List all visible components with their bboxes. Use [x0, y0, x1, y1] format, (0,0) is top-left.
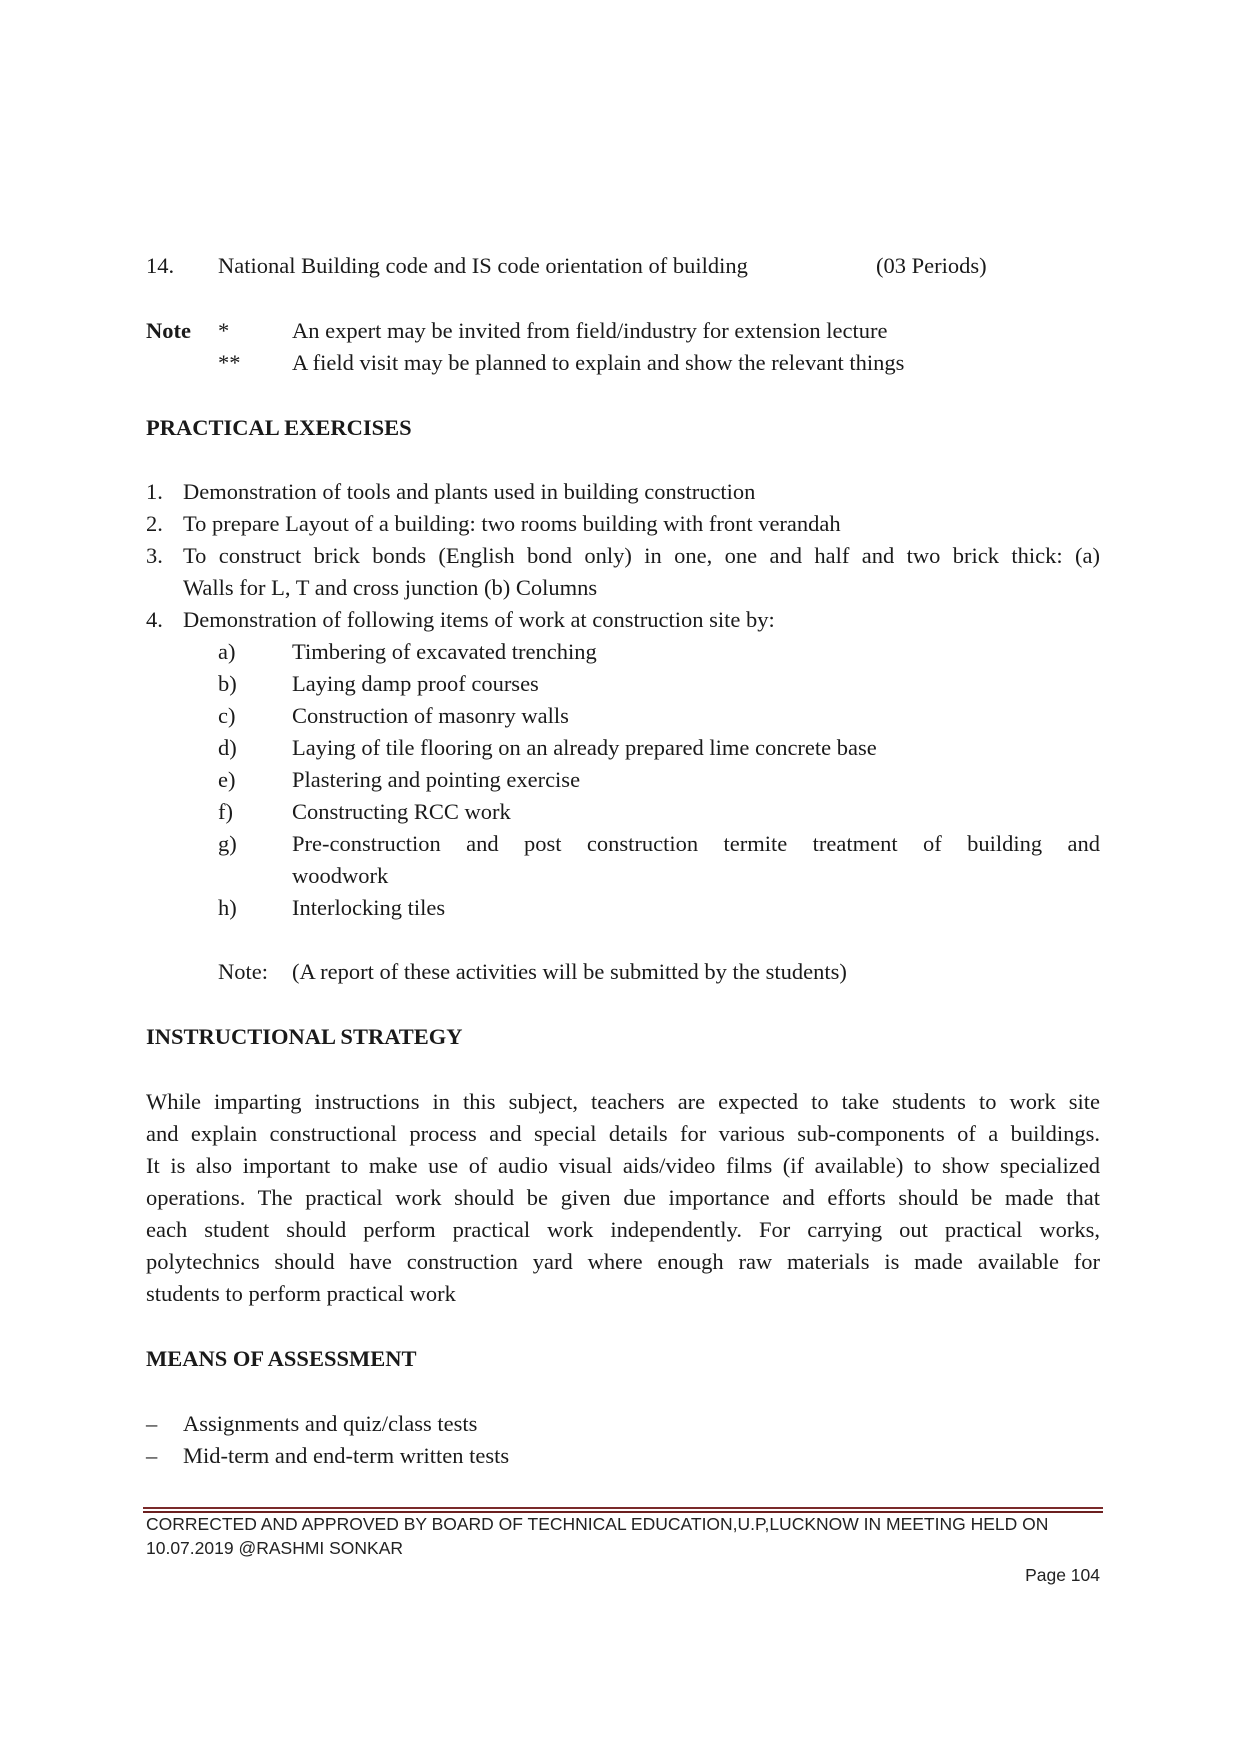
- note-text: An expert may be invited from field/industry for extension lecture: [292, 318, 888, 343]
- list-text: To prepare Layout of a building: two rooms building with front verandah: [183, 511, 841, 536]
- sub-letter: a): [218, 639, 236, 664]
- paragraph-line: While imparting instructions in this subject, teachers are expected to take students to work site: [146, 1089, 1100, 1114]
- list-number: 4.: [146, 607, 163, 632]
- practical-note-label: Note:: [218, 959, 268, 984]
- note-label: Note: [146, 318, 191, 343]
- topic-text: National Building code and IS code orientation of building: [218, 253, 748, 278]
- sub-letter: d): [218, 735, 237, 760]
- sub-text: Laying damp proof courses: [292, 671, 539, 696]
- topic-number: 14.: [146, 253, 175, 278]
- dash-mark: –: [146, 1443, 158, 1468]
- assessment-text: Assignments and quiz/class tests: [183, 1411, 478, 1436]
- sub-text: Timbering of excavated trenching: [292, 639, 597, 664]
- topic-periods: (03 Periods): [876, 253, 987, 278]
- sub-letter: c): [218, 703, 236, 728]
- sub-text: Constructing RCC work: [292, 799, 511, 824]
- sub-text: Pre-construction and post construction termite treatment of building and: [292, 831, 1100, 856]
- sub-letter: h): [218, 895, 237, 920]
- list-text: To construct brick bonds (English bond only) in one, one and half and two brick thick: (a): [183, 543, 1100, 568]
- page-number: Page 104: [1025, 1565, 1100, 1585]
- list-text: Walls for L, T and cross junction (b) Columns: [183, 575, 598, 600]
- note-mark: *: [218, 318, 230, 343]
- sub-text: Laying of tile flooring on an already prepared lime concrete base: [292, 735, 877, 760]
- list-number: 1.: [146, 479, 163, 504]
- footer-date-line: 10.07.2019 @RASHMI SONKAR: [146, 1538, 404, 1558]
- assessment-text: Mid-term and end-term written tests: [183, 1443, 510, 1468]
- list-text: Demonstration of following items of work at construction site by:: [183, 607, 775, 632]
- assessment-heading: MEANS OF ASSESSMENT: [146, 1346, 417, 1371]
- sub-letter: e): [218, 767, 236, 792]
- paragraph-line: students to perform practical work: [146, 1281, 456, 1306]
- list-number: 3.: [146, 543, 163, 568]
- sub-text: Construction of masonry walls: [292, 703, 569, 728]
- sub-text: Plastering and pointing exercise: [292, 767, 581, 792]
- footer-approval-line: CORRECTED AND APPROVED BY BOARD OF TECHNICAL EDUCATION,U.P,LUCKNOW IN MEETING HELD ON: [146, 1514, 1049, 1534]
- paragraph-line: each student should perform practical work independently. For carrying out practical works,: [146, 1217, 1100, 1242]
- sub-letter: f): [218, 799, 233, 824]
- practical-note-text: (A report of these activities will be submitted by the students): [292, 959, 847, 984]
- note-text: A field visit may be planned to explain and show the relevant things: [292, 350, 905, 375]
- sub-text: woodwork: [292, 863, 389, 888]
- paragraph-line: and explain constructional process and special details for various sub-components of a buildings.: [146, 1121, 1100, 1146]
- practical-heading: PRACTICAL EXERCISES: [146, 415, 412, 440]
- sub-letter: b): [218, 671, 237, 696]
- sub-text: Interlocking tiles: [292, 895, 446, 920]
- note-row-1: [146, 315, 1100, 347]
- list-number: 2.: [146, 511, 163, 536]
- paragraph-line: polytechnics should have construction yard where enough raw materials is made available for: [146, 1249, 1100, 1274]
- paragraph-line: It is also important to make use of audio visual aids/video films (if available) to show specialized: [146, 1153, 1100, 1178]
- footer-rule: [143, 1507, 1103, 1514]
- dash-mark: –: [146, 1411, 158, 1436]
- strategy-heading: INSTRUCTIONAL STRATEGY: [146, 1024, 463, 1049]
- sub-letter: g): [218, 831, 237, 856]
- list-text: Demonstration of tools and plants used in building construction: [183, 479, 756, 504]
- paragraph-line: operations. The practical work should be given due importance and efforts should be made that: [146, 1185, 1100, 1210]
- note-mark: **: [218, 350, 241, 375]
